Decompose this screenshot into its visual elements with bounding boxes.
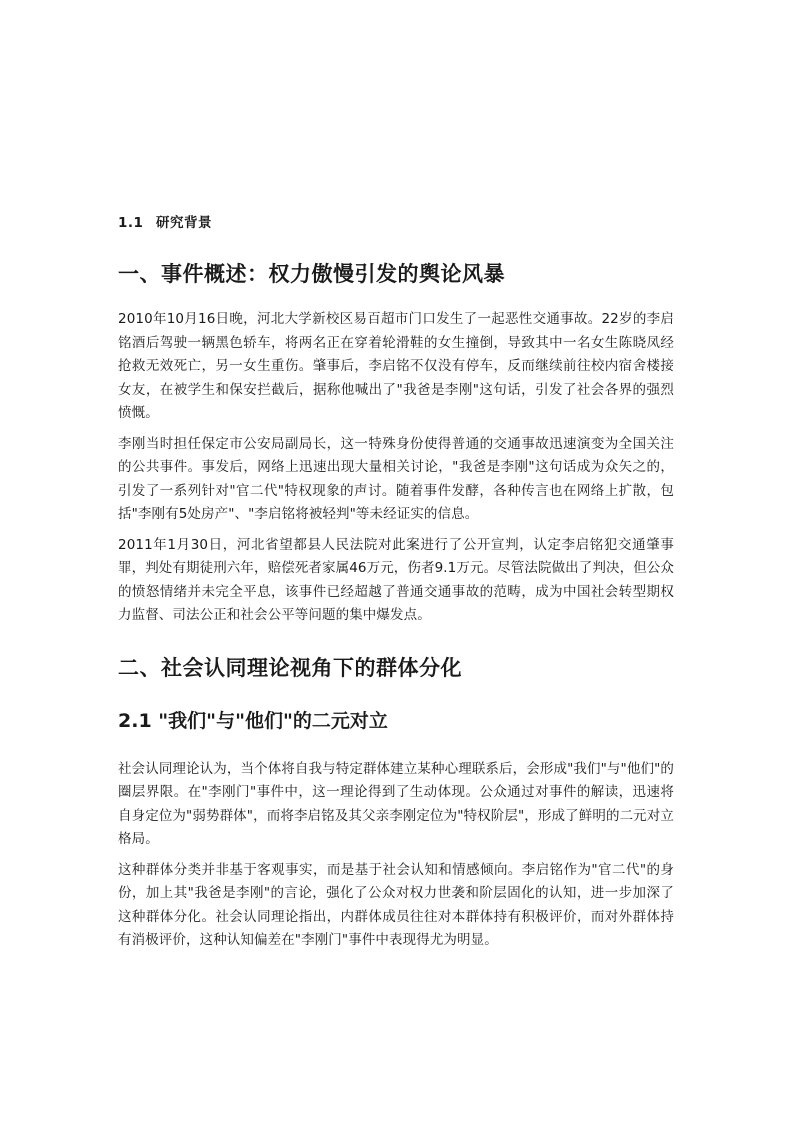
section-number: 1.1: [118, 215, 144, 231]
part1-heading: 一、事件概述：权力傲慢引发的舆论风暴: [118, 262, 505, 286]
part2-subheading: 2.1 "我们"与"他们"的二元对立: [118, 709, 388, 732]
section-label: [118, 210, 674, 236]
part2-heading: 二、社会认同理论视角下的群体分化: [118, 655, 462, 680]
part2-paragraph-1: 社会认同理论认为，当个体将自我与特定群体建立某种心理联系后，会形成"我们"与"他们"的圈层界限。在"李刚门"事件中，这一理论得到了生动体现。公众通过对事件的解读，迅速将自身定位为"弱势群体"，而将李启铭及其父亲李刚定位为"特权阶层"，形成了鲜明的二元对立格局。: [118, 760, 674, 847]
part1-paragraph-2: 李刚当时担任保定市公安局副局长，这一特殊身份使得普通的交通事故迅速演变为全国关注的公共事件。事发后，网络上迅速出现大量相关讨论，"我爸是李刚"这句话成为众矢之的，引发了一系列针对"官二代"特权现象的声讨。随着事件发酵，各种传言也在网络上扩散，包括"李刚有5处房产"、"李启铭将被轻判"等未经证实的信息。: [118, 435, 674, 522]
part1-paragraph-1: 2010年10月16日晚，河北大学新校区易百超市门口发生了一起恶性交通事故。22岁的李启铭酒后驾驶一辆黑色轿车，将两名正在穿着轮滑鞋的女生撞倒，导致其中一名女生陈晓凤经抢救无效死亡，另一女生重伤。肇事后，李启铭不仅没有停车，反而继续前往校内宿舍楼接女友，在被学生和保安拦截后，据称他喊出了"我爸是李刚"这句话，引发了社会各界的强烈愤慨。: [118, 311, 674, 421]
document-body: [118, 210, 674, 953]
part2-paragraph-2: 这种群体分类并非基于客观事实，而是基于社会认知和情感倾向。李启铭作为"官二代"的身份，加上其"我爸是李刚"的言论，强化了公众对权力世袭和阶层固化的认知，进一步加深了这种群体分化。社会认同理论指出，内群体成员往往对本群体持有积极评价，而对外群体持有消极评价，这种认知偏差在"李刚门"事件中表现得尤为明显。: [118, 861, 674, 948]
section-title: 研究背景: [156, 215, 212, 231]
part1-paragraph-3: 2011年1月30日，河北省望都县人民法院对此案进行了公开宣判，认定李启铭犯交通肇事罪，判处有期徒刑六年，赔偿死者家属46万元，伤者9.1万元。尽管法院做出了判决，但公众的愤怒情绪并未完全平息，该事件已经超越了普通交通事故的范畴，成为中国社会转型期权力监督、司法公正和社会公平等问题的集中爆发点。: [118, 536, 674, 623]
